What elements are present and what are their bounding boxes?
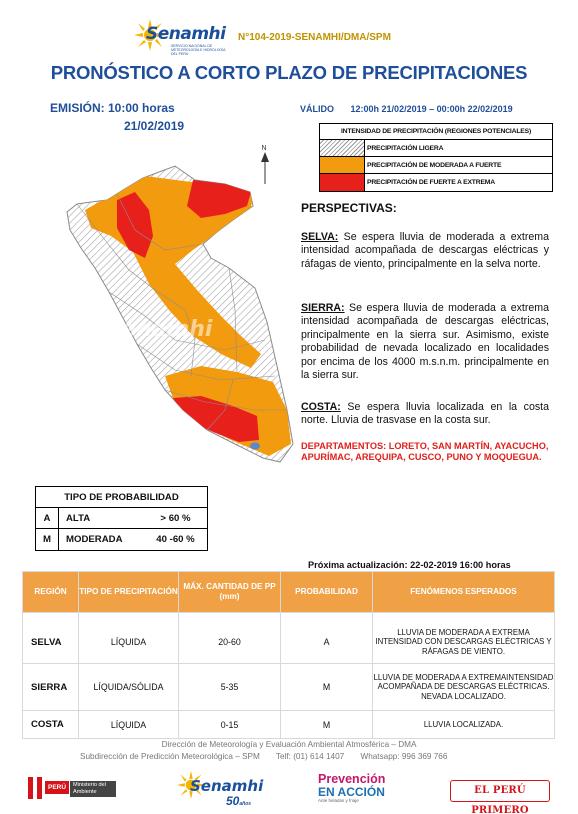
probability-label: MODERADA bbox=[66, 534, 123, 545]
probability-value: > 60 % bbox=[160, 513, 191, 524]
senamhi-logo bbox=[133, 18, 233, 58]
peru-flag-icon bbox=[28, 777, 42, 799]
cell-region: SIERRA bbox=[23, 664, 79, 711]
peru-forecast-map bbox=[25, 140, 315, 480]
svg-text:N: N bbox=[261, 145, 267, 152]
table-row bbox=[23, 711, 555, 739]
cell-tipo: LÍQUIDA bbox=[79, 711, 179, 739]
legend-label: PRECIPITACIÓN LIGERA bbox=[367, 145, 444, 152]
probability-row bbox=[36, 508, 207, 529]
legend-swatch-moderate bbox=[320, 157, 365, 173]
cell-tipo: LÍQUIDA/SÓLIDA bbox=[79, 664, 179, 711]
probability-box bbox=[35, 486, 208, 551]
col-prob: PROBABILIDAD bbox=[281, 572, 373, 613]
cell-region: COSTA bbox=[23, 711, 79, 739]
ministry-label: Ministerio del Ambiente bbox=[70, 781, 116, 797]
senamhi-50-logo bbox=[176, 768, 266, 808]
probability-row bbox=[36, 529, 207, 550]
costa-text: Se espera lluvia localizada en la costa norte. Lluvia de trasvase en la costa sur. bbox=[301, 401, 549, 427]
cell-fenomenos: LLUVIA DE MODERADA A EXTREMAINTENSIDAD ACOMPAÑADA DE DESCARGAS ELÉCTRICAS. NEVADA LOCALIZADO. bbox=[373, 664, 555, 711]
prevencion-line3: Ante heladas y friaje bbox=[318, 798, 359, 803]
cell-fenomenos: LLUVIA LOCALIZADA. bbox=[373, 711, 555, 739]
sierra-perspective bbox=[301, 302, 549, 382]
legend-swatch-light bbox=[320, 140, 365, 156]
validity bbox=[300, 104, 513, 114]
departments-list: DEPARTAMENTOS: LORETO, SAN MARTÍN, AYACUCHO, APURÍMAC, AREQUIPA, CUSCO, PUNO Y MOQUEGUA. bbox=[301, 441, 549, 463]
emission-date: 21/02/2019 bbox=[124, 119, 185, 133]
prevencion-logo bbox=[318, 773, 408, 803]
table-header-row bbox=[23, 572, 555, 613]
brand-subtitle: SERVICIO NACIONAL DE METEOROLOGÍA E HIDROLOGÍA DEL PERÚ bbox=[171, 44, 226, 56]
col-region: REGIÓN bbox=[23, 572, 79, 613]
probability-title: TIPO DE PROBABILIDAD bbox=[36, 487, 207, 508]
prevencion-line2: EN ACCIÓN bbox=[318, 785, 385, 799]
selva-tag: SELVA: bbox=[301, 231, 339, 243]
cell-max: 0-15 bbox=[179, 711, 281, 739]
validity-range: 12:00h 21/02/2019 – 00:00h 22/02/2019 bbox=[350, 104, 513, 114]
footer-phone: Telf: (01) 614 1407 bbox=[275, 752, 345, 761]
table-row bbox=[23, 664, 555, 711]
legend-label: PRECIPITACIÓN DE MODERADA A FUERTE bbox=[367, 162, 502, 169]
cell-region: SELVA bbox=[23, 613, 79, 664]
perspectives-title: PERSPECTIVAS: bbox=[301, 201, 397, 215]
probability-key: M bbox=[36, 529, 59, 550]
anniversary-number: 50 bbox=[226, 794, 240, 808]
emission-time: EMISIÓN: 10:00 horas bbox=[50, 101, 175, 115]
brand-name: Senamhi bbox=[146, 24, 226, 44]
intensity-legend bbox=[319, 123, 553, 192]
map-watermark: Senamhi bbox=[105, 317, 213, 342]
selva-perspective bbox=[301, 231, 549, 271]
sierra-text: Se espera lluvia de moderada a extrema intensidad acompañada de descargas eléctricas, principalmente en la sierra sur. Asimismo, existe probabilidad de nevada localizado en localidades por encima de los 4000 m.s.n.m. principalmente en la sierra sur. bbox=[301, 302, 549, 382]
anniversary-suffix: años bbox=[239, 801, 252, 807]
probability-key: A bbox=[36, 508, 59, 528]
senamhi-footer-name: Senamhi bbox=[190, 777, 264, 795]
legend-item-extreme bbox=[320, 174, 552, 191]
peru-primero-logo: EL PERÚ PRIMERO bbox=[450, 780, 550, 802]
cell-fenomenos: LLUVIA DE MODERADA A EXTREMA INTENSIDAD CON DESCARGAS ELÉCTRICAS Y RÁFAGAS DE VIENTO. bbox=[373, 613, 555, 664]
probability-label: ALTA bbox=[66, 513, 91, 524]
cell-max: 20-60 bbox=[179, 613, 281, 664]
costa-tag: COSTA: bbox=[301, 401, 341, 413]
footer-whatsapp: Whatsapp: 996 369 766 bbox=[360, 752, 448, 761]
north-arrow-icon bbox=[261, 145, 269, 184]
col-tipo: TIPO DE PRECIPITACIÓN bbox=[79, 572, 179, 613]
legend-header: INTENSIDAD DE PRECIPITACIÓN (REGIONES POTENCIALES) bbox=[320, 124, 552, 140]
report-number: N°104-2019-SENAMHI/DMA/SPM bbox=[238, 32, 391, 43]
selva-text: Se espera lluvia de moderada a extrema intensidad acompañada de descargas eléctricas y ráfagas de viento, principalmente en la selva norte. bbox=[301, 231, 549, 270]
cell-prob: M bbox=[281, 664, 373, 711]
prevencion-line1: Prevención bbox=[318, 772, 386, 786]
legend-item-light bbox=[320, 140, 552, 157]
forecast-table bbox=[22, 571, 555, 739]
costa-perspective bbox=[301, 401, 549, 428]
validity-label: VÁLIDO bbox=[300, 104, 335, 114]
col-fenomenos: FENÓMENOS ESPERADOS bbox=[373, 572, 555, 613]
cell-max: 5-35 bbox=[179, 664, 281, 711]
cell-tipo: LÍQUIDA bbox=[79, 613, 179, 664]
legend-label: PRECIPITACIÓN DE FUERTE A EXTREMA bbox=[367, 179, 495, 186]
legend-swatch-extreme bbox=[320, 174, 365, 191]
sierra-tag: SIERRA: bbox=[301, 302, 345, 314]
col-max: MÁX. CANTIDAD DE PP (mm) bbox=[179, 572, 281, 613]
next-update: Próxima actualización: 22-02-2019 16:00 horas bbox=[308, 560, 511, 570]
lake-titicaca bbox=[250, 443, 260, 450]
legend-item-moderate bbox=[320, 157, 552, 174]
footer-subdept: Subdirección de Predicción Meteorológica – SPM bbox=[80, 752, 260, 761]
peru-label: PERÚ bbox=[45, 781, 69, 794]
footer-department: Dirección de Meteorología y Evaluación Ambiental Atmosférica – DMA bbox=[161, 740, 417, 749]
table-row bbox=[23, 613, 555, 664]
footer-contact bbox=[80, 752, 461, 761]
peru-ministry-logo bbox=[28, 777, 120, 799]
anniversary-mark bbox=[226, 794, 251, 808]
page-title: PRONÓSTICO A CORTO PLAZO DE PRECIPITACIONES bbox=[50, 62, 528, 83]
probability-value: 40 -60 % bbox=[156, 534, 195, 545]
cell-prob: A bbox=[281, 613, 373, 664]
cell-prob: M bbox=[281, 711, 373, 739]
